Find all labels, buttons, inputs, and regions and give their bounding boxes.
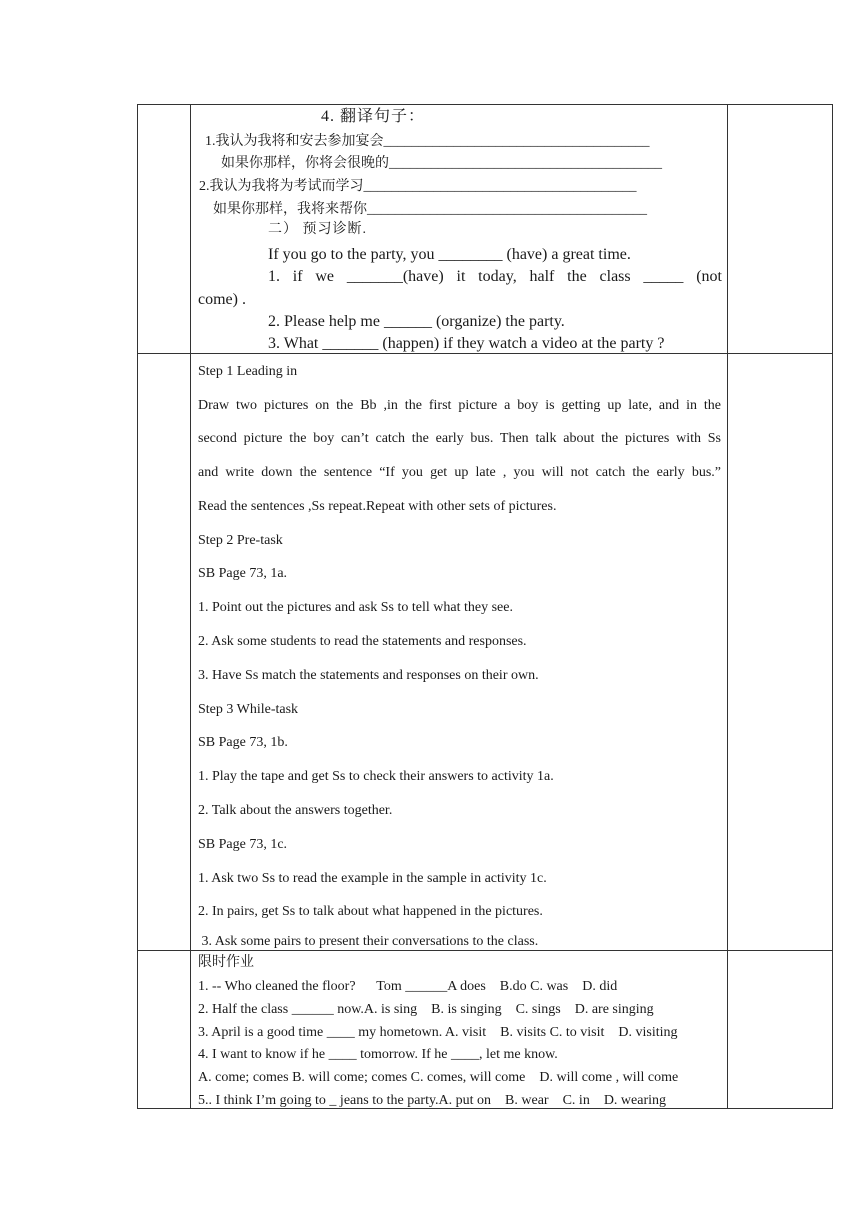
step-line: SB Page 73, 1b. [198, 735, 288, 750]
step-line: second picture the boy can’t catch the early bus. Then talk about the pictures with Ss [198, 431, 721, 446]
teaching-steps-cell [191, 354, 728, 951]
homework-heading: 限时作业 [198, 955, 254, 970]
step-line: Step 3 While-task [198, 702, 299, 717]
homework-line: 3. April is a good time ____ my hometown. A. visit B. visits C. to visit D. visiting [198, 1025, 678, 1040]
translate-line-2: 如果你那样，你将会很晚的_______________________________________ [221, 156, 662, 171]
right-margin-cell [728, 951, 833, 1109]
preview-question-3: 3. What _______ (happen) if they watch a video at the party ? [268, 335, 665, 352]
homework-cell [191, 951, 728, 1109]
translate-heading: 4. 翻译句子： [321, 108, 426, 125]
step-line: Step 1 Leading in [198, 364, 298, 379]
homework-line: A. come; comes B. will come; comes C. comes, will come D. will come , will come [198, 1070, 679, 1085]
step-line: Read the sentences ,Ss repeat.Repeat with other sets of pictures. [198, 499, 557, 514]
preview-question-2: 2. Please help me ______ (organize) the party. [268, 313, 565, 330]
right-margin-cell [728, 354, 833, 951]
step-line: 2. Ask some students to read the statements and responses. [198, 634, 527, 649]
left-margin-cell [138, 354, 191, 951]
table-row [138, 951, 833, 1109]
translate-line-4: 如果你那样，我将来帮你________________________________________ [213, 202, 647, 217]
preview-question-1-cont: come) . [198, 291, 246, 308]
homework-line: 2. Half the class ______ now.A. is sing B. is singing C. sings D. are singing [198, 1002, 654, 1017]
preview-example: If you go to the party, you ________ (have) a great time. [268, 246, 631, 263]
lesson-plan-table [137, 104, 833, 1109]
step-line: 2. Talk about the answers together. [198, 803, 393, 818]
step-line: 1. Play the tape and get Ss to check their answers to activity 1a. [198, 769, 554, 784]
step-line: 3. Have Ss match the statements and responses on their own. [198, 668, 539, 683]
step-line: 1. Point out the pictures and ask Ss to tell what they see. [198, 600, 513, 615]
translate-line-1: 1.我认为我将和安去参加宴会______________________________________ [205, 134, 650, 149]
right-margin-cell [728, 105, 833, 354]
step-line: Step 2 Pre-task [198, 533, 283, 548]
step-line: 1. Ask two Ss to read the example in the sample in activity 1c. [198, 871, 547, 886]
step-line: SB Page 73, 1c. [198, 837, 288, 852]
homework-line: 1. -- Who cleaned the floor? Tom ______A does B.do C. was D. did [198, 979, 618, 994]
preview-heading: 二） 预习诊断. [268, 222, 367, 237]
preview-question-1: 1. if we _______(have) it today, half the class _____ (not [268, 268, 722, 285]
translate-line-3: 2.我认为我将为考试而学习_______________________________________ [199, 179, 637, 194]
left-margin-cell [138, 951, 191, 1109]
translate-preview-cell [191, 105, 728, 354]
homework-line: 4. I want to know if he ____ tomorrow. If he ____, let me know. [198, 1047, 558, 1062]
table-row [138, 105, 833, 354]
step-line: SB Page 73, 1a. [198, 566, 288, 581]
step-line: Draw two pictures on the Bb ,in the first picture a boy is getting up late, and in the [198, 398, 721, 413]
step-line: 2. In pairs, get Ss to talk about what happened in the pictures. [198, 904, 543, 919]
step-line: 3. Ask some pairs to present their conversations to the class. [198, 934, 539, 949]
homework-line: 5.. I think I’m going to _ jeans to the party.A. put on B. wear C. in D. wearing [198, 1093, 667, 1108]
left-margin-cell [138, 105, 191, 354]
step-line: and write down the sentence “If you get up late , you will not catch the early bus.” [198, 465, 721, 480]
table-row [138, 354, 833, 951]
